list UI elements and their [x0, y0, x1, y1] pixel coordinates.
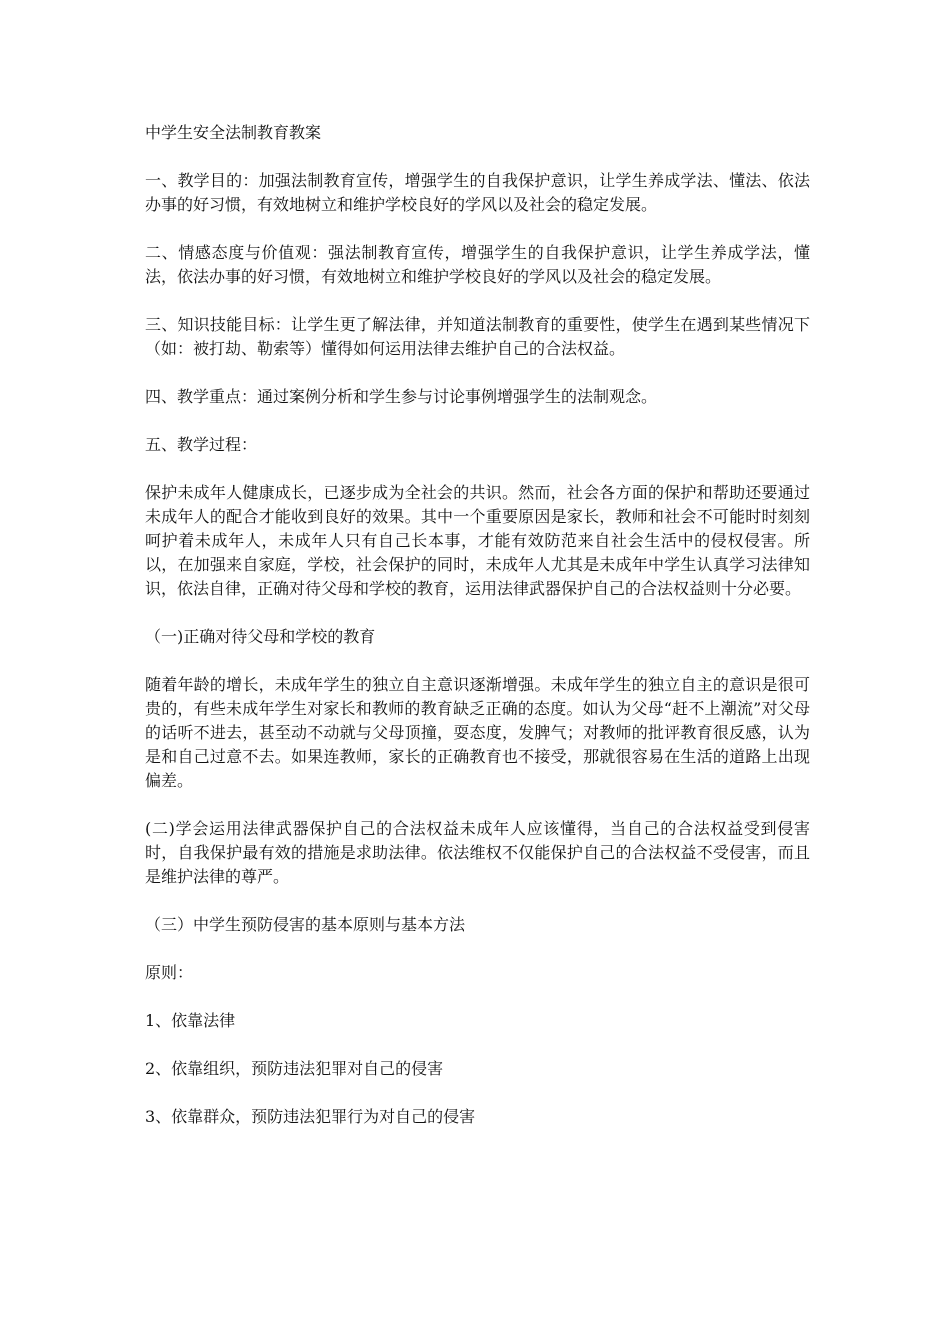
section-heading-3: （三）中学生预防侵害的基本原则与基本方法	[145, 915, 466, 934]
paragraph-attitude-values: 二、情感态度与价值观：强法制教育宣传，增强学生的自我保护意识，让学生养成学法，懂法，依法办事的好习惯，有效地树立和维护学校良好的学风以及社会的稳定发展。	[145, 243, 810, 286]
paragraph-intro: 保护未成年人健康成长，已逐步成为全社会的共识。然而，社会各方面的保护和帮助还要通过未成年人的配合才能收到良好的效果。其中一个重要原因是家长，教师和社会不可能时时刻刻呵护着未成年人，未成年人只有自己长本事，才能有效防范来自社会生活中的侵权侵害。所以，在加强来自家庭，学校，社会保护的同时，未成年人尤其是未成年中学生认真学习法律知识，依法自律，正确对待父母和学校的教育，运用法律武器保护自己的合法权益则十分必要。	[145, 483, 810, 598]
document-title: 中学生安全法制教育教案	[145, 123, 322, 142]
document-body	[145, 121, 810, 1153]
paragraph-teaching-process-heading: 五、教学过程：	[145, 435, 258, 454]
paragraph-section-2: (二)学会运用法律武器保护自己的合法权益未成年人应该懂得，当自己的合法权益受到侵害时，自我保护最有效的措施是求助法律。依法维权不仅能保护自己的合法权益不受侵害，而且是维护法律的尊严。	[145, 819, 810, 886]
principle-item-3: 3、依靠群众，预防违法犯罪行为对自己的侵害	[145, 1107, 476, 1126]
principle-item-1: 1、依靠法律	[145, 1011, 236, 1030]
principles-heading: 原则：	[145, 963, 194, 982]
paragraph-knowledge-skills: 三、知识技能目标：让学生更了解法律，并知道法制教育的重要性，使学生在遇到某些情况下（如：被打劫、勒索等）懂得如何运用法律去维护自己的合法权益。	[145, 315, 810, 358]
principle-item-2: 2、依靠组织，预防违法犯罪对自己的侵害	[145, 1059, 444, 1078]
paragraph-teaching-goal: 一、教学目的：加强法制教育宣传，增强学生的自我保护意识，让学生养成学法、懂法、依法办事的好习惯，有效地树立和维护学校良好的学风以及社会的稳定发展。	[145, 171, 810, 214]
paragraph-teaching-focus: 四、教学重点：通过案例分析和学生参与讨论事例增强学生的法制观念。	[145, 387, 658, 406]
section-heading-1: （一)正确对待父母和学校的教育	[145, 627, 376, 646]
paragraph-section-1: 随着年龄的增长，未成年学生的独立自主意识逐渐增强。未成年学生的独立自主的意识是很可贵的，有些未成年学生对家长和教师的教育缺乏正确的态度。如认为父母“赶不上潮流”对父母的话听不进去，甚至动不动就与父母顶撞，耍态度，发脾气；对教师的批评教育很反感，认为是和自己过意不去。如果连教师，家长的正确教育也不接受，那就很容易在生活的道路上出现偏差。	[145, 675, 810, 790]
